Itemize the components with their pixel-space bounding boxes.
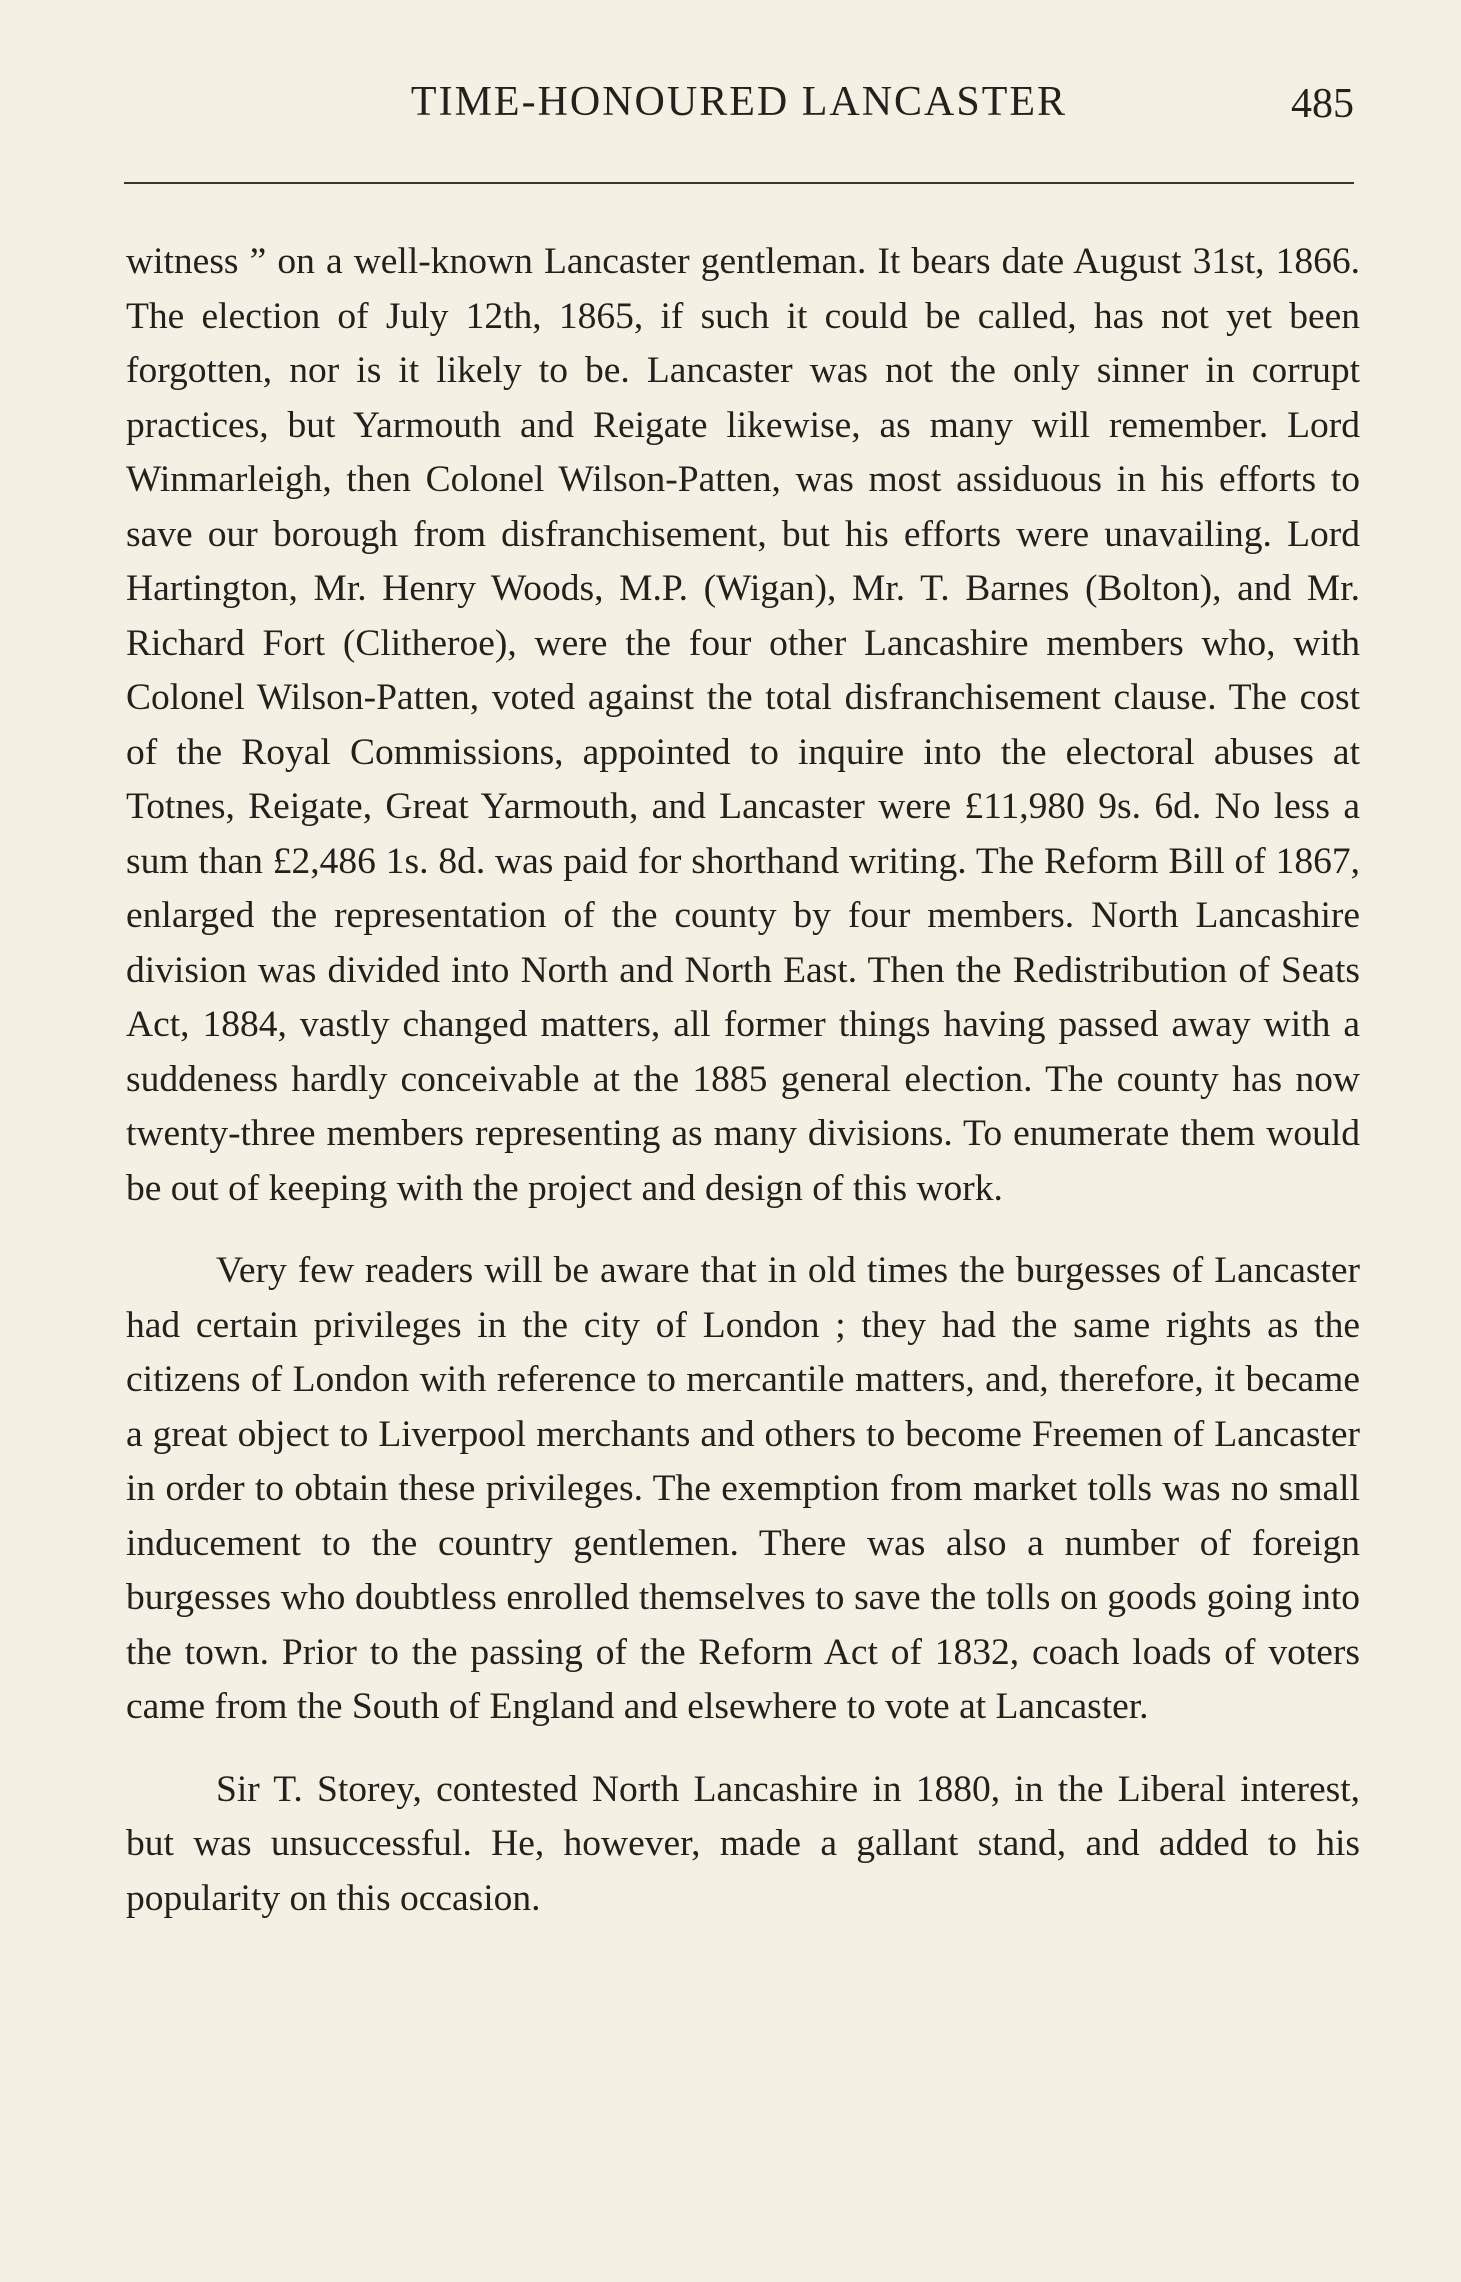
paragraph: witness ” on a well-known Lancaster gentleman. It bears date August 31st, 1866. The election of July 12th, 1865, if such it could be called, has not yet been forgotten, nor is it likely to be. Lancaster was not the only sinner in corrupt practices, but Yarmouth and Reigate likewise, as many will remember. Lord Winmarleigh, then Colonel Wilson-Patten, was most assiduous in his efforts to save our borough from disfranchisement, but his efforts were unavailing. Lord Hartington, Mr. Henry Woods, M.P. (Wigan), Mr. T. Barnes (Bolton), and Mr. Richard Fort (Clitheroe), were the four other Lancashire members who, with Colonel Wilson-Patten, voted against the total disfranchisement clause. The cost of the Royal Commissions, appointed to inquire into the electoral abuses at Totnes, Reigate, Great Yarmouth, and Lancaster were £11,980 9s. 6d. No less a sum than £2,486 1s. 8d. was paid for shorthand writing. The Reform Bill of 1867, enlarged the representation of the county by four members. North Lancashire division was divided into North and North East. Then the Redistribution of Seats Act, 1884, vastly changed matters, all former things having passed away with a suddeness hardly conceivable at the 1885 general election. The county has now twenty-three members representing as many divisions. To enumerate them would be out of keeping with the project and design of this work. (126, 241, 1360, 1209)
paragraph: Very few readers will be aware that in old times the burgesses of Lancaster had certain privileges in the city of London ; they had the same rights as the citizens of London with reference to mercantile matters, and, therefore, it became a great object to Liverpool merchants and others to become Freemen of Lancaster in order to obtain these privileges. The exemption from market tolls was no small inducement to the country gentlemen. There was also a number of foreign burgesses who doubtless enrolled themselves to save the tolls on goods going into the town. Prior to the passing of the Reform Act of 1832, coach loads of voters came from the South of England and elsewhere to vote at Lancaster. (126, 1250, 1360, 1727)
running-head: TIME-HONOURED LANCASTER (410, 79, 1068, 125)
paragraph: Sir T. Storey, contested North Lancashire in 1880, in the Liberal interest, but was unsuccessful. He, however, made a gallant stand, and added to his popularity on this occasion. (126, 1768, 1360, 1919)
header-rule (124, 182, 1354, 184)
body-text (126, 235, 1360, 1926)
page-number: 485 (1291, 81, 1354, 127)
page-header (124, 78, 1354, 138)
